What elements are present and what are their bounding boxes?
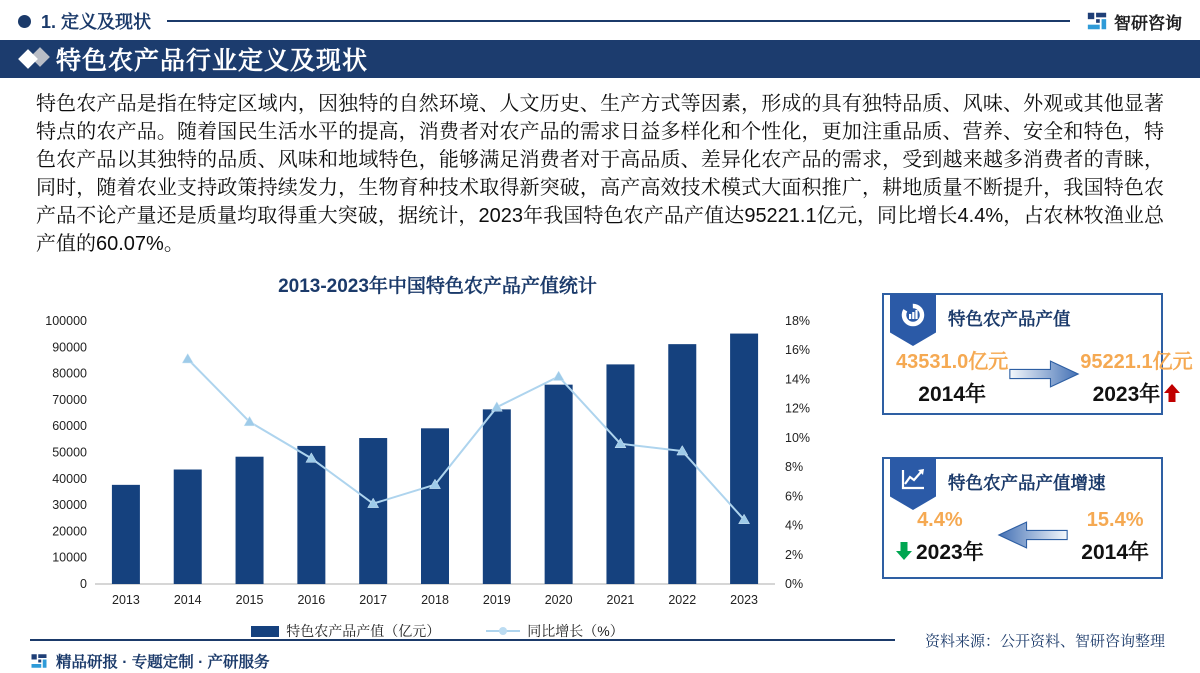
section-title: 1. 定义及现状 bbox=[41, 12, 152, 32]
left-axis-tick: 80000 bbox=[52, 366, 87, 381]
left-axis-tick: 10000 bbox=[52, 550, 87, 565]
zhiyan-logo-icon bbox=[30, 652, 48, 670]
bar-2013 bbox=[112, 485, 140, 584]
bar-2019 bbox=[483, 409, 511, 584]
section-banner bbox=[0, 40, 1200, 78]
zhiyan-logo-icon bbox=[1086, 10, 1108, 32]
chart-section bbox=[30, 274, 845, 641]
card-badge bbox=[890, 294, 936, 346]
intro-paragraph: 特色农产品是指在特定区域内，因独特的自然环境、人文历史、生产方式等因素，形成的具有独特品质、风味、外观或其他显著特点的农产品。随着国民生活水平的提高，消费者对农产品的需求日益多样化和个性化，更加注重品质、营养、安全和特色，特色农产品以其独特的品质、风味和地域特色，能够满足消费者对于高品质、差异化农产品的需求，受到越来越多消费者的青睐，同时，随着农业支持政策持续发力，生物育种技术取得新突破，高产高效技术模式大面积推广，耕地质量不断提升，我国特色农产品不论产量还是质量均取得重大突破，据统计，2023年我国特色农产品产值达95221.1亿元，同比增长4.4%，占农林牧渔业总产值的60.07%。 bbox=[36, 93, 1164, 255]
services-text: 精品研报 · 专题定制 · 产研服务 bbox=[56, 654, 270, 671]
stat-value: 4.4% bbox=[917, 509, 963, 531]
line-marker bbox=[182, 353, 193, 363]
line-marker bbox=[491, 402, 502, 412]
card-badge bbox=[890, 458, 936, 510]
card-title: 特色农产品产值增速 bbox=[948, 473, 1106, 493]
bar-2022 bbox=[668, 344, 696, 584]
x-axis-tick: 2014 bbox=[173, 593, 202, 607]
header-divider bbox=[167, 20, 1070, 22]
x-axis-tick: 2020 bbox=[544, 593, 573, 607]
bar-2018 bbox=[421, 428, 449, 584]
right-axis-tick: 2% bbox=[785, 547, 804, 562]
card-title: 特色农产品产值 bbox=[948, 309, 1071, 329]
combo-chart bbox=[30, 304, 845, 614]
right-axis-tick: 0% bbox=[785, 577, 804, 591]
left-axis-tick: 40000 bbox=[52, 471, 87, 486]
left-axis-tick: 30000 bbox=[52, 498, 87, 513]
stat-label: 2023年 bbox=[896, 536, 984, 566]
growth-line bbox=[188, 359, 744, 520]
right-axis-tick: 14% bbox=[785, 372, 811, 387]
stat-value: 95221.1亿元 bbox=[1080, 351, 1193, 373]
stat-label: 2023年 bbox=[1080, 378, 1192, 408]
left-axis-tick: 20000 bbox=[52, 524, 87, 539]
arrow-right-icon bbox=[1008, 354, 1080, 394]
doughnut-chart-icon bbox=[899, 301, 927, 329]
x-axis-tick: 2019 bbox=[482, 593, 511, 607]
banner-title: 特色农产品行业定义及现状 bbox=[56, 47, 369, 75]
arrow-left-icon bbox=[997, 515, 1069, 555]
left-axis-tick: 50000 bbox=[52, 445, 87, 460]
left-axis-tick: 70000 bbox=[52, 392, 87, 407]
bar-2014 bbox=[174, 470, 202, 584]
right-axis-tick: 8% bbox=[785, 460, 804, 475]
stat-2014 bbox=[1081, 509, 1149, 566]
left-axis-tick: 100000 bbox=[45, 314, 87, 328]
right-axis-tick: 4% bbox=[785, 518, 804, 533]
page-header bbox=[0, 0, 1200, 38]
x-axis-tick: 2016 bbox=[297, 593, 326, 607]
stat-label: 2014年 bbox=[918, 383, 986, 406]
services-row bbox=[30, 650, 270, 672]
right-axis-tick: 16% bbox=[785, 343, 811, 358]
bar-2015 bbox=[236, 457, 264, 584]
bar-2020 bbox=[545, 385, 573, 584]
x-axis-tick: 2021 bbox=[606, 593, 635, 607]
left-axis-tick: 0 bbox=[80, 577, 87, 591]
stat-card-output-value bbox=[882, 293, 1193, 415]
x-axis-tick: 2022 bbox=[668, 593, 697, 607]
bar-2021 bbox=[606, 364, 634, 584]
brand-logo-text: 智研咨询 bbox=[1114, 13, 1182, 33]
left-axis-tick: 90000 bbox=[52, 340, 87, 355]
left-axis-tick: 60000 bbox=[52, 419, 87, 434]
brand-logo bbox=[1086, 9, 1182, 34]
x-axis-tick: 2023 bbox=[730, 593, 758, 607]
x-axis-tick: 2013 bbox=[112, 593, 140, 607]
stat-2023 bbox=[1080, 345, 1192, 408]
stat-value: 43531.0亿元 bbox=[896, 351, 1009, 373]
line-marker bbox=[553, 371, 564, 381]
line-chart-icon bbox=[899, 465, 927, 493]
stat-2014 bbox=[896, 345, 1008, 408]
bar-2023 bbox=[730, 334, 758, 584]
bullet-icon bbox=[18, 15, 31, 28]
diamond-icon bbox=[18, 45, 52, 73]
data-source: 资料来源：公开资料、智研咨询整理 bbox=[924, 632, 1165, 650]
source-row bbox=[30, 629, 1165, 651]
legend-bar-label: 特色农产品产值（亿元） bbox=[286, 623, 441, 639]
bar-2017 bbox=[359, 438, 387, 584]
stat-2023 bbox=[896, 509, 984, 566]
footer-divider bbox=[30, 639, 895, 641]
card-body bbox=[884, 509, 1161, 566]
x-axis-tick: 2015 bbox=[235, 593, 264, 607]
stat-value: 15.4% bbox=[1086, 509, 1144, 531]
trend-down-icon bbox=[896, 542, 912, 560]
x-axis-tick: 2018 bbox=[421, 593, 449, 607]
x-axis-tick: 2017 bbox=[359, 593, 388, 607]
right-axis-tick: 10% bbox=[785, 430, 811, 445]
trend-up-icon bbox=[1164, 384, 1180, 402]
stat-label: 2014年 bbox=[1081, 541, 1149, 564]
stat-card-growth-rate bbox=[882, 457, 1163, 579]
card-body bbox=[884, 345, 1193, 408]
right-axis-tick: 12% bbox=[785, 401, 811, 416]
legend-line-label: 同比增长（%） bbox=[527, 623, 624, 639]
right-axis-tick: 18% bbox=[785, 314, 811, 328]
chart-title: 2013-2023年中国特色农产品产值统计 bbox=[278, 276, 597, 297]
right-axis-tick: 6% bbox=[785, 489, 804, 504]
